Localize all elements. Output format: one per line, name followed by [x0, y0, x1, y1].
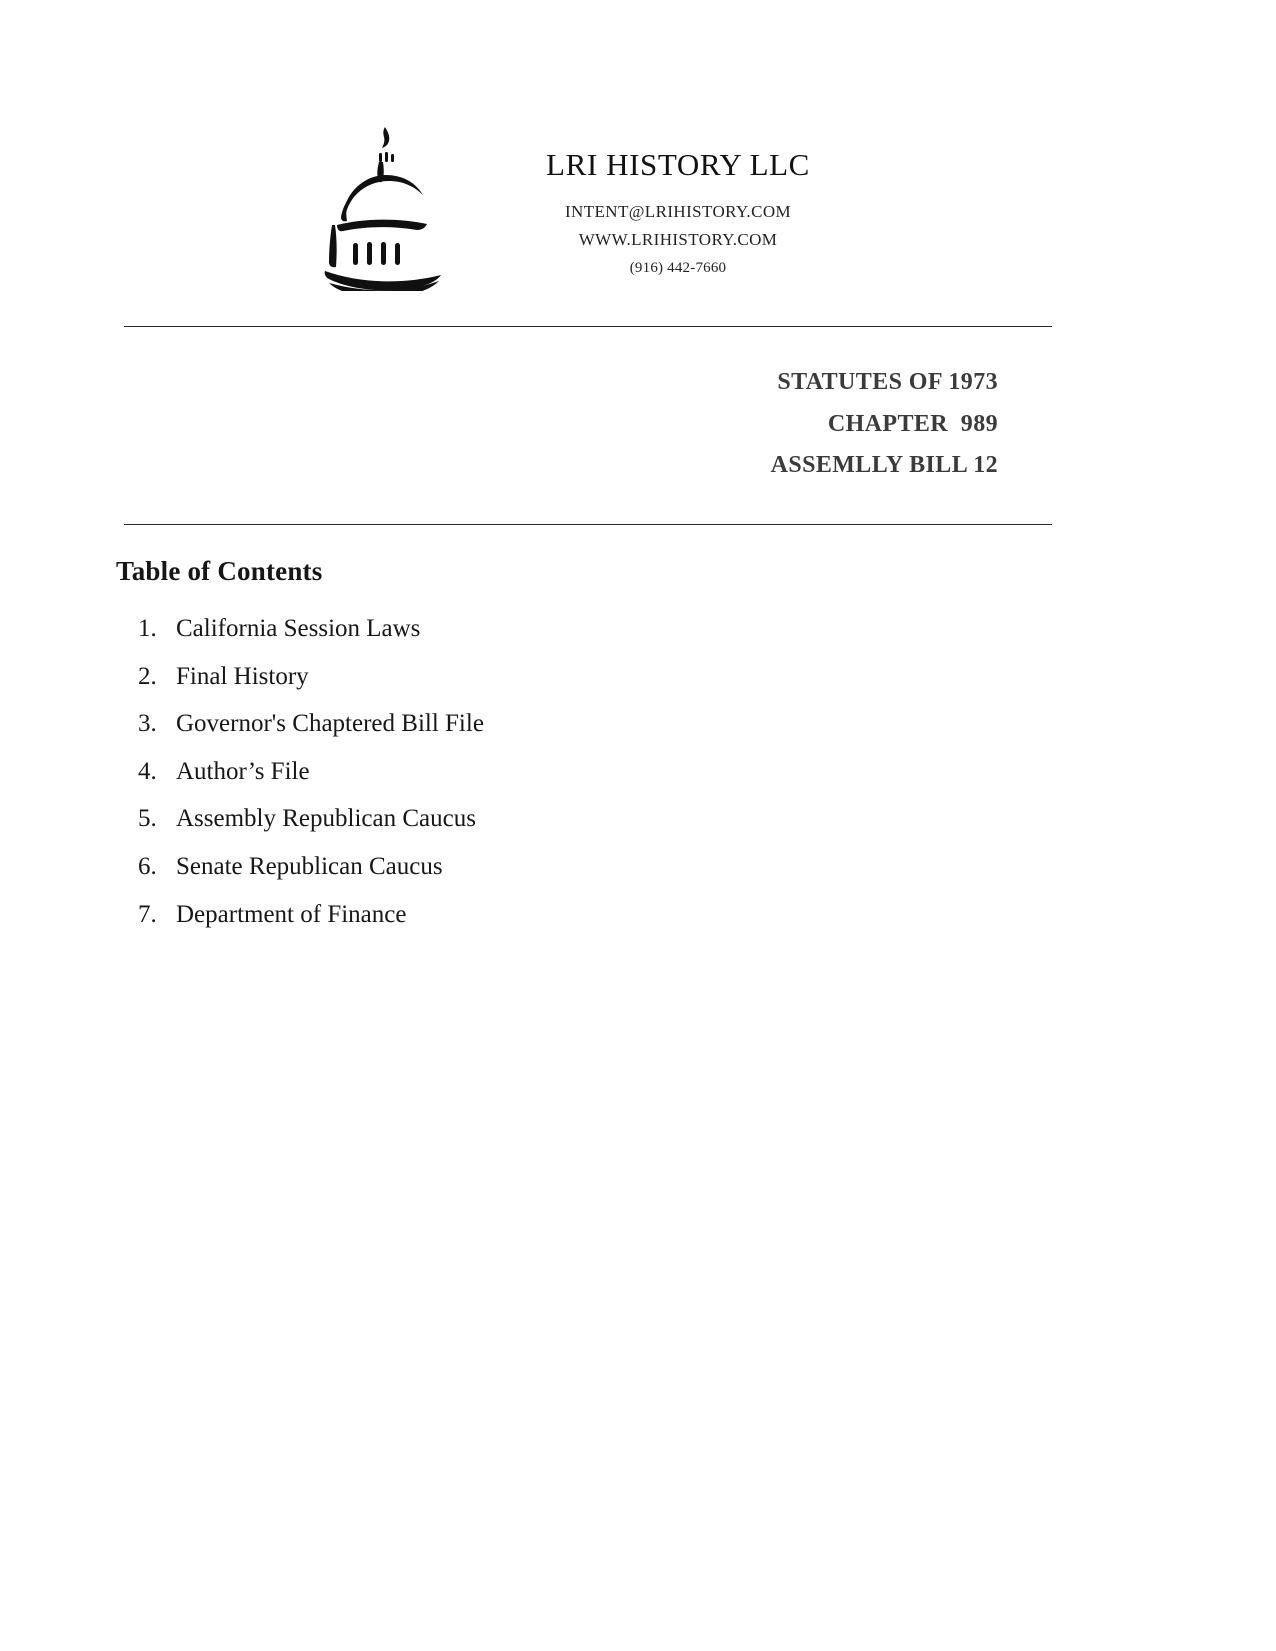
table-of-contents-list — [138, 616, 838, 949]
org-name: LRI HISTORY LLC — [546, 147, 810, 182]
table-of-contents-heading: Table of Contents — [116, 556, 323, 586]
list-item-label: Assembly Republican Caucus — [176, 805, 476, 833]
list-item — [138, 759, 838, 807]
list-item — [138, 711, 838, 759]
document-title-block — [124, 362, 998, 487]
letterhead — [124, 118, 1052, 293]
header-divider-top — [124, 326, 1052, 327]
list-item-label: Governor's Chaptered Bill File — [176, 710, 484, 738]
list-item-label: Department of Finance — [176, 900, 407, 928]
org-contact-block — [474, 118, 1052, 277]
org-email: INTENT@LRIHISTORY.COM — [564, 202, 792, 222]
list-item-number: 5. — [138, 805, 157, 833]
org-website: WWW.LRIHISTORY.COM — [578, 230, 778, 250]
list-item — [138, 854, 838, 902]
header-divider-bottom — [124, 524, 1052, 525]
list-item-label: Author’s File — [176, 757, 310, 785]
bill-line: ASSEMLLY BILL 12 — [770, 452, 998, 479]
list-item-label: Senate Republican Caucus — [176, 852, 443, 880]
list-item — [138, 806, 838, 854]
list-item-label: Final History — [176, 662, 309, 690]
list-item-number: 7. — [138, 900, 157, 928]
list-item-number: 2. — [138, 662, 157, 690]
list-item-number: 4. — [138, 757, 157, 785]
list-item-label: California Session Laws — [176, 615, 421, 642]
org-phone: (916) 442-7660 — [629, 260, 727, 277]
list-item-number: 6. — [138, 852, 157, 880]
list-item — [138, 616, 838, 664]
capitol-dome-logo-icon — [294, 118, 474, 293]
chapter-line: CHAPTER 989 — [827, 410, 998, 437]
statutes-line: STATUTES OF 1973 — [777, 369, 998, 395]
list-item — [138, 902, 838, 950]
list-item-number: 3. — [138, 710, 157, 738]
list-item — [138, 664, 838, 712]
list-item-number: 1. — [138, 615, 157, 642]
